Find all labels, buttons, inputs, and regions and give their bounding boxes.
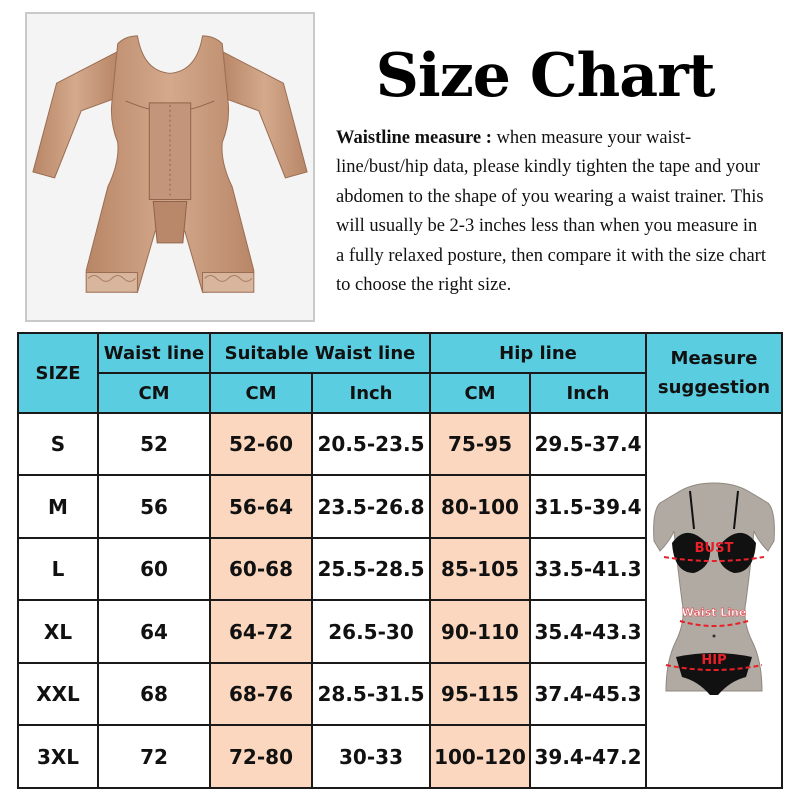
page-title: Size Chart (375, 41, 715, 111)
header-measure-line2: suggestion (657, 377, 771, 398)
cell-hip-inch: 39.4-47.2 (530, 725, 646, 788)
hip-label: HIP (701, 652, 727, 668)
header-hip-line: Hip line (430, 333, 646, 373)
cell-waist: 52 (98, 413, 210, 475)
body-measure-icon (650, 481, 778, 721)
bust-label: BUST (694, 540, 734, 556)
cell-suitable-inch: 26.5-30 (312, 600, 430, 662)
cell-suitable-cm: 68-76 (210, 663, 312, 725)
description-lead: Waistline measure : (336, 128, 492, 148)
size-chart-table (17, 332, 783, 789)
cell-suitable-cm: 52-60 (210, 413, 312, 475)
cell-size: XXL (18, 663, 98, 725)
cell-suitable-inch: 20.5-23.5 (312, 413, 430, 475)
cell-waist: 68 (98, 663, 210, 725)
cell-hip-cm: 85-105 (430, 538, 530, 600)
cell-hip-cm: 75-95 (430, 413, 530, 475)
cell-size: XL (18, 600, 98, 662)
header-size: SIZE (18, 333, 98, 413)
cell-waist: 64 (98, 600, 210, 662)
description-text: when measure your waist-line/bust/hip data, please kindly tighten the tape and your abdomen to the shape of you wearing a waist trainer. This will usually be 2-3 inches less than when you measure in a fully relaxed posture, then compare it with the size chart to choose the right size. (336, 128, 766, 296)
header-measure-suggestion (646, 333, 782, 413)
cell-hip-inch: 29.5-37.4 (530, 413, 646, 475)
cell-waist: 72 (98, 725, 210, 788)
cell-suitable-cm: 56-64 (210, 475, 312, 537)
waist-label: Waist Line (681, 605, 747, 619)
cell-hip-cm: 100-120 (430, 725, 530, 788)
cell-waist: 56 (98, 475, 210, 537)
cell-size: S (18, 413, 98, 475)
header-waist-line: Waist line (98, 333, 210, 373)
cell-hip-inch: 31.5-39.4 (530, 475, 646, 537)
cell-hip-inch: 33.5-41.3 (530, 538, 646, 600)
header-suitable-inch: Inch (312, 373, 430, 413)
cell-size: M (18, 475, 98, 537)
cell-hip-inch: 35.4-43.3 (530, 600, 646, 662)
header-hip-inch: Inch (530, 373, 646, 413)
table-row (18, 413, 782, 475)
header-waist-cm: CM (98, 373, 210, 413)
header-suitable-waist-line: Suitable Waist line (210, 333, 430, 373)
measure-suggestion-figure (646, 413, 782, 788)
header-suitable-cm: CM (210, 373, 312, 413)
header-hip-cm: CM (430, 373, 530, 413)
cell-suitable-inch: 23.5-26.8 (312, 475, 430, 537)
cell-suitable-inch: 30-33 (312, 725, 430, 788)
bodysuit-illustration (27, 14, 313, 320)
cell-suitable-cm: 64-72 (210, 600, 312, 662)
cell-hip-cm: 95-115 (430, 663, 530, 725)
cell-size: 3XL (18, 725, 98, 788)
cell-size: L (18, 538, 98, 600)
product-photo (25, 12, 315, 322)
cell-suitable-inch: 25.5-28.5 (312, 538, 430, 600)
cell-suitable-inch: 28.5-31.5 (312, 663, 430, 725)
header-measure-line1: Measure (670, 348, 758, 369)
measure-description (336, 124, 766, 300)
cell-hip-cm: 90-110 (430, 600, 530, 662)
cell-suitable-cm: 72-80 (210, 725, 312, 788)
cell-hip-inch: 37.4-45.3 (530, 663, 646, 725)
cell-hip-cm: 80-100 (430, 475, 530, 537)
cell-waist: 60 (98, 538, 210, 600)
cell-suitable-cm: 60-68 (210, 538, 312, 600)
